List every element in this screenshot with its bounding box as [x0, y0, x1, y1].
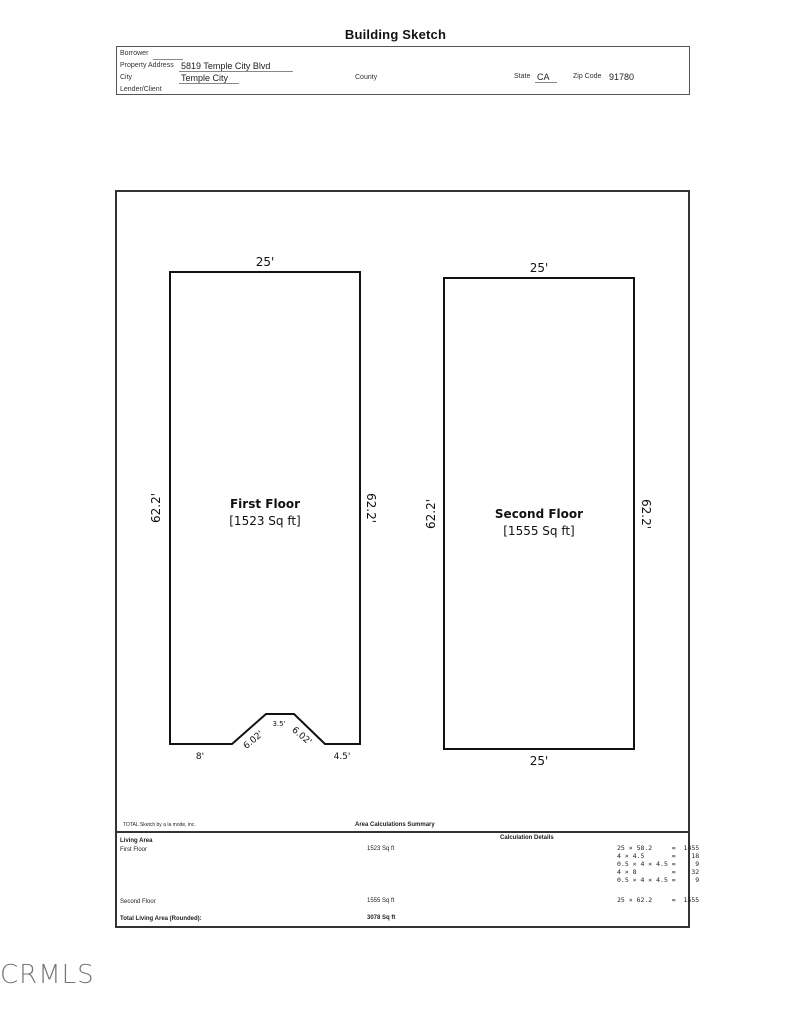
area-summary [117, 831, 700, 926]
first-floor-notch-right-dim: 6.02' [289, 725, 314, 748]
county-label: County [355, 74, 378, 81]
first-floor-bottom-left-dim: 8' [195, 752, 205, 762]
first-floor-calc-line: 0.5 × 4 × 4.5 = 9 [617, 860, 700, 868]
city-value: Temple City [181, 73, 229, 83]
second-floor-bottom-dim: 25' [529, 754, 549, 768]
crmls-logo: CRMLS [0, 960, 95, 990]
borrower-label: Borrower [120, 50, 149, 57]
zip-value: 91780 [609, 72, 635, 82]
first-floor-calc-line: 4 × 4.5 = 18 [617, 852, 700, 860]
address-label: Property Address [120, 62, 174, 69]
city-label: City [120, 74, 133, 81]
first-floor-bottom-right-dim: 4.5' [333, 752, 351, 762]
first-floor-calc-line: 0.5 × 4 × 4.5 = 9 [617, 876, 700, 884]
state-value: CA [537, 72, 550, 82]
living-area-label: Living Area [120, 838, 153, 844]
page-title: Building Sketch [344, 27, 447, 42]
second-floor-calc-line: 25 × 62.2 = 1555 [617, 896, 700, 904]
first-floor-row-area: 1523 Sq ft [367, 846, 395, 852]
zip-label: Zip Code [573, 73, 602, 80]
total-living-area-value: 3078 Sq ft [367, 915, 396, 921]
first-floor-top-dim: 25' [255, 255, 275, 269]
first-floor-name: First Floor [229, 497, 301, 511]
state-label: State [514, 73, 531, 80]
first-floor-calc-line: 4 × 8 = 32 [617, 868, 700, 876]
total-living-area-label: Total Living Area (Rounded): [120, 916, 202, 922]
first-floor-calc-line: 25 × 58.2 = 1455 [617, 844, 700, 852]
second-floor-row-area: 1555 Sq ft [367, 898, 395, 904]
first-floor-notch-top-dim: 3.5' [272, 720, 286, 728]
first-floor-right-dim: 62.2' [364, 492, 378, 524]
second-floor-top-dim: 25' [529, 261, 549, 275]
first-floor-area: [1523 Sq ft] [229, 514, 301, 528]
summary-title: Area Calculations Summary [355, 822, 435, 828]
first-floor-row-name: First Floor [120, 847, 147, 853]
second-floor-right-dim: 62.2' [639, 498, 653, 530]
first-floor-left-dim: 62.2' [149, 492, 163, 524]
address-value: 5819 Temple City Blvd [181, 61, 271, 71]
second-floor-left-dim: 62.2' [424, 498, 438, 530]
first-floor-notch-left-dim: 6.02' [241, 729, 266, 752]
calc-details-label: Calculation Details [500, 835, 554, 841]
lender-label: Lender/Client [120, 86, 162, 93]
sketch-credit: TOTAL Sketch by a la mode, inc. [123, 822, 196, 828]
second-floor-row-name: Second Floor [120, 899, 156, 905]
second-floor-area: [1555 Sq ft] [503, 524, 575, 538]
second-floor-name: Second Floor [494, 507, 584, 521]
